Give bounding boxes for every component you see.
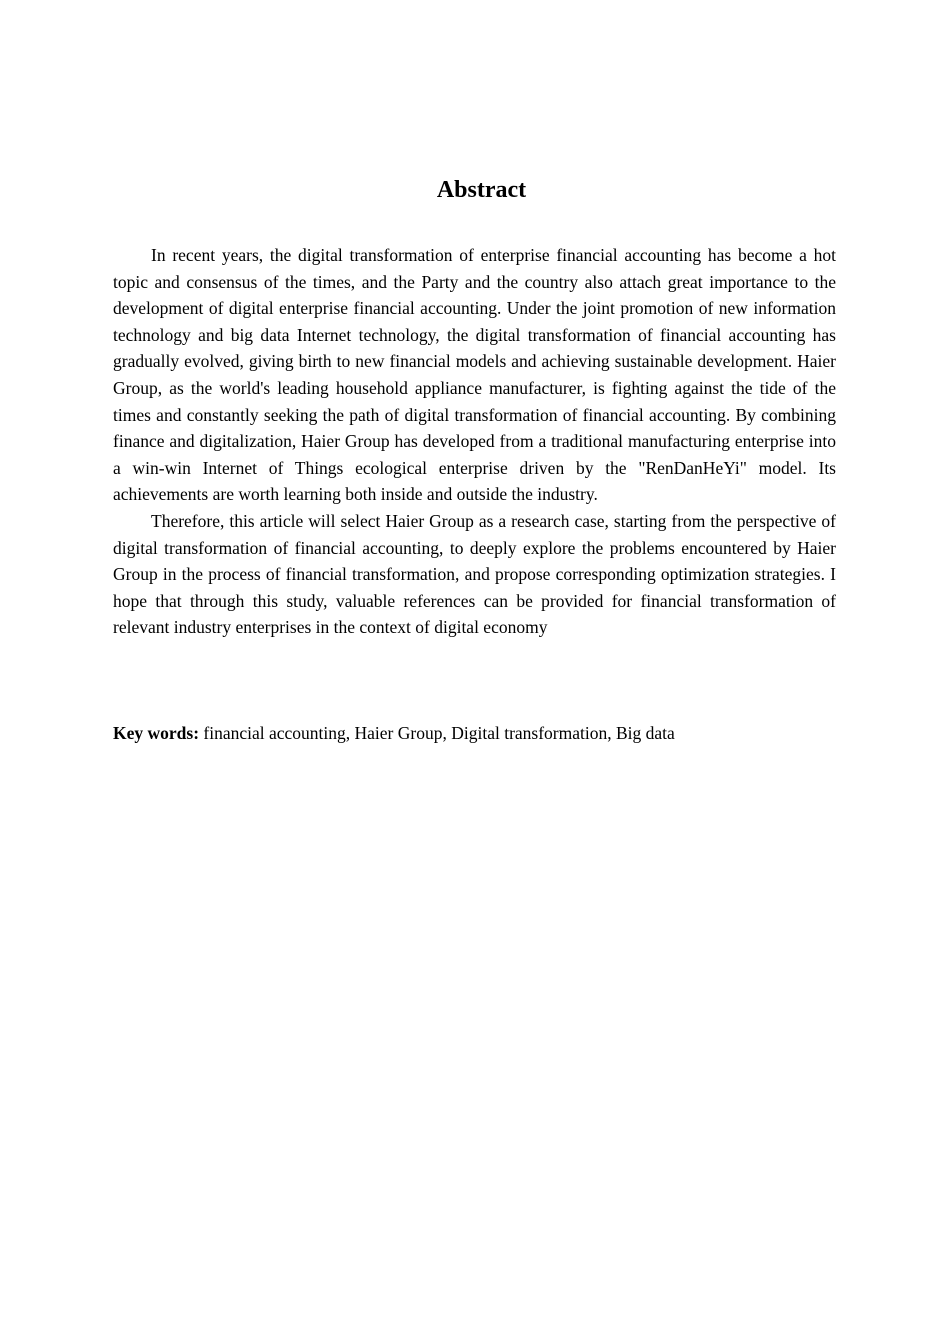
abstract-paragraph-2: Therefore, this article will select Haier Group as a research case, starting from the perspective of digital transformation of financial accounting, to deeply explore the problems encountered by Haier Group in the process of financial transformation, and propose corresponding optimization strategies. I hope that through this study, valuable references can be provided for financial transformation of relevant industry enterprises in the context of digital economy bbox=[113, 510, 836, 638]
abstract-paragraph-1: In recent years, the digital transformation of enterprise financial accounting has become a hot topic and consensus of the times, and the Party and the country also attach great importance to the development of digital enterprise financial accounting. Under the joint promotion of new information technology and big data Internet technology, the digital transformation of financial accounting has gradually evolved, giving birth to new financial models and achieving sustainable development. Haier Group, as the world's leading household appliance manufacturer, is fighting against the tide of the times and constantly seeking the path of digital transformation of financial accounting. By combining finance and digitalization, Haier Group has developed from a traditional manufacturing enterprise into a win-win Internet of Things ecological enterprise driven by the "RenDanHeYi" model. Its achievements are worth learning both inside and outside the industry. bbox=[113, 245, 836, 505]
keywords-line bbox=[113, 720, 836, 747]
abstract-title: Abstract bbox=[436, 177, 527, 203]
keywords-label: Key words: bbox=[113, 723, 200, 743]
abstract-body bbox=[113, 242, 836, 641]
keywords-text: financial accounting, Haier Group, Digital transformation, Big data bbox=[203, 723, 675, 743]
